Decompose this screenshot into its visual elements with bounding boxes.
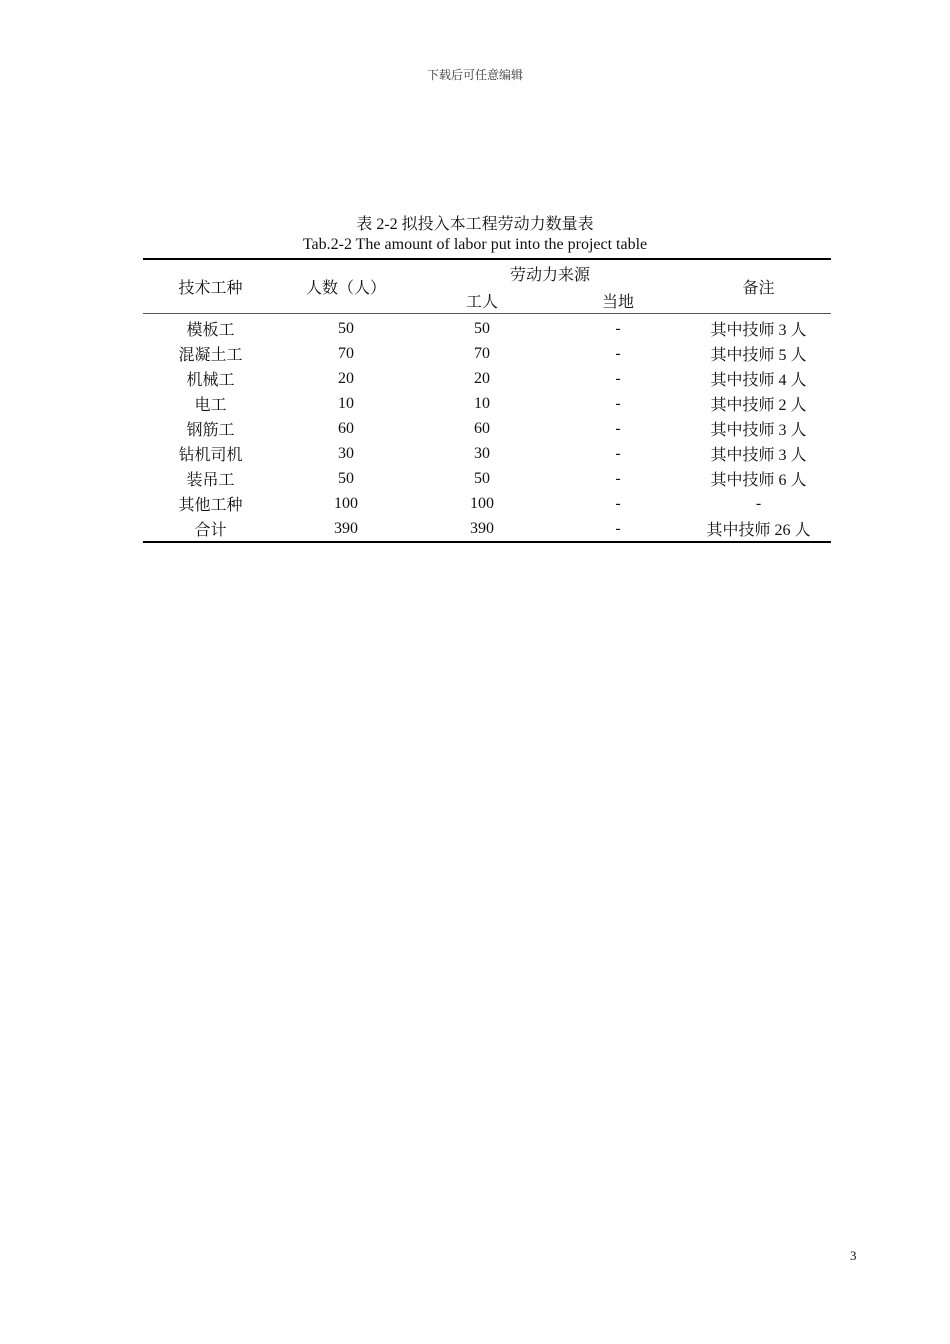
- cell-workers: 30: [474, 444, 490, 462]
- cell-trade: 钻机司机: [178, 447, 243, 464]
- table-row: [143, 466, 831, 491]
- cell-count: 60: [338, 419, 354, 437]
- header-source-local: 当地: [550, 287, 686, 314]
- cell-count: 70: [338, 344, 354, 362]
- table-row: [143, 391, 831, 416]
- header-row-top: [143, 259, 831, 287]
- table-caption-english: Tab.2-2 The amount of labor put into the project table: [302, 236, 648, 253]
- cell-count: 390: [278, 516, 414, 542]
- table-row: [143, 366, 831, 391]
- cell-count: 20: [338, 369, 354, 387]
- cell-workers: 100: [470, 494, 494, 512]
- cell-trade: 模板工: [186, 322, 235, 339]
- cell-remarks: 其中技师 2 人: [710, 397, 807, 414]
- header-source-group: 劳动力来源: [414, 259, 686, 287]
- labor-table-body: [143, 314, 831, 543]
- table-row: [143, 416, 831, 441]
- cell-workers: 50: [474, 319, 490, 337]
- cell-trade: 电工: [194, 397, 227, 414]
- cell-count: 50: [338, 469, 354, 487]
- cell-local: -: [615, 419, 621, 437]
- header-remarks: 备注: [686, 259, 831, 314]
- cell-count: 10: [338, 394, 354, 412]
- cell-local: -: [615, 494, 621, 512]
- table-row-total: [143, 516, 831, 542]
- cell-local: -: [615, 469, 621, 487]
- table-row: [143, 341, 831, 366]
- cell-local: -: [615, 369, 621, 387]
- cell-local: -: [550, 516, 686, 542]
- cell-remarks: 其中技师 3 人: [710, 422, 807, 439]
- cell-trade: 混凝土工: [178, 347, 243, 364]
- cell-remarks: 其中技师 26 人: [686, 516, 831, 542]
- cell-trade: 装吊工: [186, 472, 235, 489]
- cell-local: -: [615, 319, 621, 337]
- cell-local: -: [615, 394, 621, 412]
- cell-trade: 其他工种: [178, 497, 243, 514]
- table-caption-chinese: 表 2-2 拟投入本工程劳动力数量表: [356, 216, 594, 233]
- cell-count: 30: [338, 444, 354, 462]
- cell-remarks: 其中技师 3 人: [710, 322, 807, 339]
- cell-workers: 50: [474, 469, 490, 487]
- cell-local: -: [615, 344, 621, 362]
- cell-local: -: [615, 444, 621, 462]
- table-row: [143, 441, 831, 466]
- cell-trade: 钢筋工: [186, 422, 235, 439]
- cell-workers: 60: [474, 419, 490, 437]
- cell-remarks: 其中技师 3 人: [710, 447, 807, 464]
- header-count: 人数（人）: [278, 259, 414, 314]
- cell-workers: 10: [474, 394, 490, 412]
- cell-remarks: 其中技师 4 人: [710, 372, 807, 389]
- page-number: 3: [850, 1248, 857, 1263]
- header-note: 下载后可任意编辑: [426, 68, 523, 82]
- cell-trade: 机械工: [186, 372, 235, 389]
- cell-count: 50: [338, 319, 354, 337]
- cell-workers: 70: [474, 344, 490, 362]
- cell-workers: 20: [474, 369, 490, 387]
- cell-trade: 合计: [143, 516, 278, 542]
- cell-remarks: 其中技师 6 人: [710, 472, 807, 489]
- cell-workers: 390: [414, 516, 550, 542]
- table-row: [143, 491, 831, 516]
- cell-remarks: -: [755, 494, 762, 512]
- table-row: [143, 314, 831, 342]
- cell-count: 100: [334, 494, 358, 512]
- labor-table: [143, 258, 831, 543]
- header-trade: 技术工种: [143, 259, 278, 314]
- labor-table-header: [143, 259, 831, 314]
- header-source-workers: 工人: [414, 287, 550, 314]
- cell-remarks: 其中技师 5 人: [710, 347, 807, 364]
